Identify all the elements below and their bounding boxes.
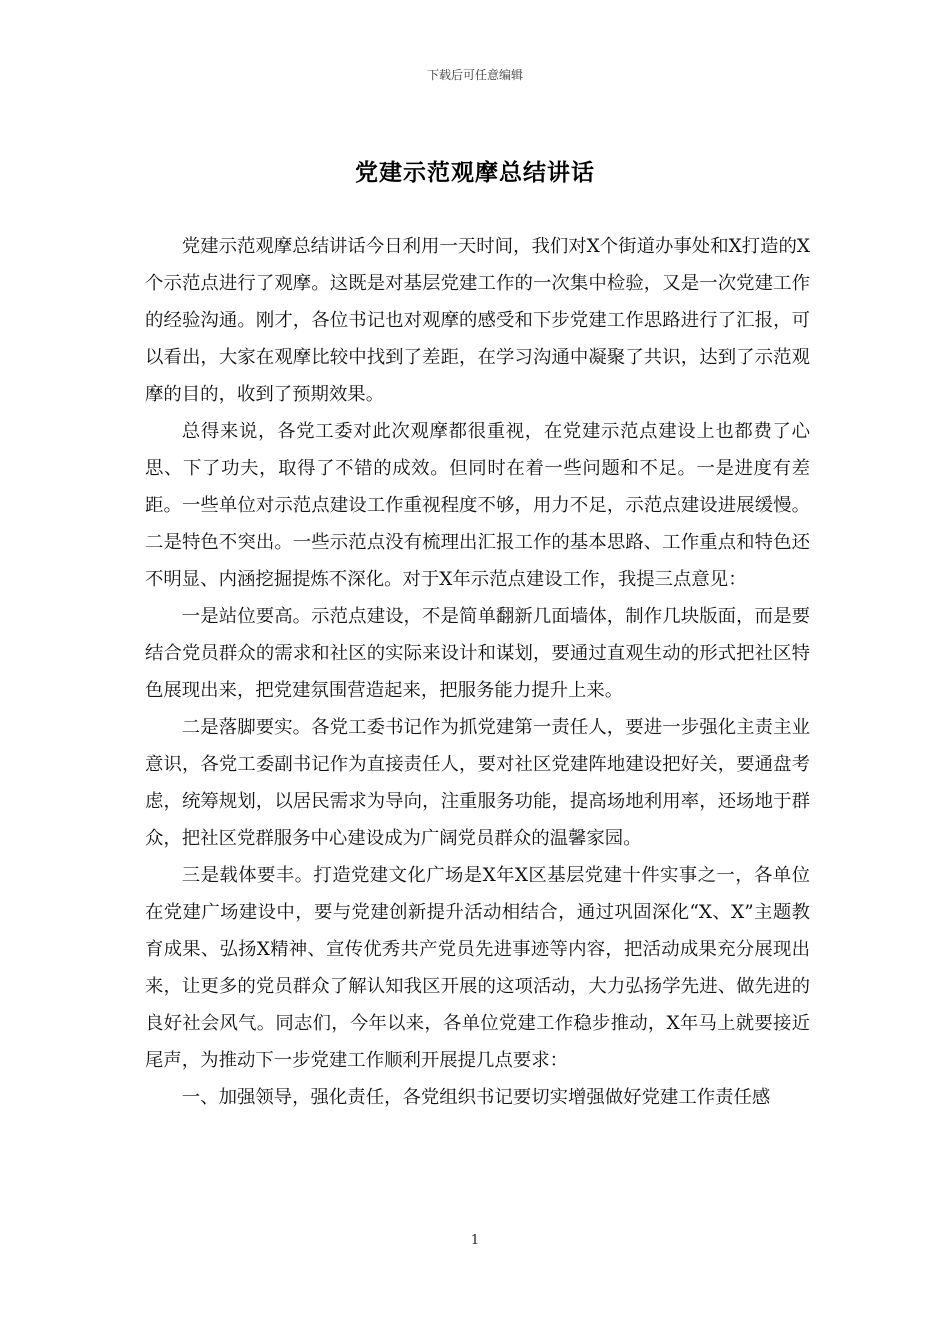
paragraph-point-one: 一是站位要高。示范点建设，不是简单翻新几面墙体，制作几块版面，而是要结合党员群众的需求和社区的实际来设计和谋划，要通过直观生动的形式把社区特色展现出来，把党建氛围营造起来，把服务能力提升上来。 xyxy=(145,606,810,701)
document-title: 党建示范观摩总结讲话 xyxy=(355,159,595,186)
header-note: 下载后可任意编辑 xyxy=(426,68,523,82)
paragraph-requirement-one: 一、加强领导，强化责任，各党组织书记要切实增强做好党建工作责任感 xyxy=(181,1087,771,1108)
document-body xyxy=(145,228,810,1116)
paragraph-intro: 党建示范观摩总结讲话今日利用一天时间，我们对X个街道办事处和X打造的X个示范点进行了观摩。这既是对基层党建工作的一次集中检验，又是一次党建工作的经验沟通。刚才，各位书记也对观摩的感受和下步党建工作思路进行了汇报，可以看出，大家在观摩比较中找到了差距，在学习沟通中凝聚了共识，达到了示范观摩的目的，收到了预期效果。 xyxy=(145,236,810,405)
page-number: 1 xyxy=(470,1233,480,1248)
paragraph-point-two: 二是落脚要实。各党工委书记作为抓党建第一责任人，要进一步强化主责主业意识，各党工委副书记作为直接责任人，要对社区党建阵地建设把好关，要通盘考虑，统筹规划，以居民需求为导向，注重服务功能，提高场地利用率，还场地于群众，把社区党群服务中心建设成为广阔党员群众的温馨家园。 xyxy=(145,717,810,849)
paragraph-summary: 总得来说，各党工委对此次观摩都很重视，在党建示范点建设上也都费了心思、下了功夫，取得了不错的成效。但同时在着一些问题和不足。一是进度有差距。一些单位对示范点建设工作重视程度不够，用力不足，示范点建设进展缓慢。二是特色不突出。一些示范点没有梳理出汇报工作的基本思路、工作重点和特色还不明显、内涵挖掘提炼不深化。对于X年示范点建设工作，我提三点意见： xyxy=(145,421,810,590)
paragraph-point-three: 三是载体要丰。打造党建文化广场是X年X区基层党建十件实事之一，各单位在党建广场建设中，要与党建创新提升活动相结合，通过巩固深化“X、X”主题教育成果、弘扬X精神、宣传优秀共产党员先进事迹等内容，把活动成果充分展现出来，让更多的党员群众了解认知我区开展的这项活动，大力弘扬学先进、做先进的良好社会风气。同志们，今年以来，各单位党建工作稳步推动，X年马上就要接近尾声，为推动下一步党建工作顺利开展提几点要求： xyxy=(145,865,810,1071)
